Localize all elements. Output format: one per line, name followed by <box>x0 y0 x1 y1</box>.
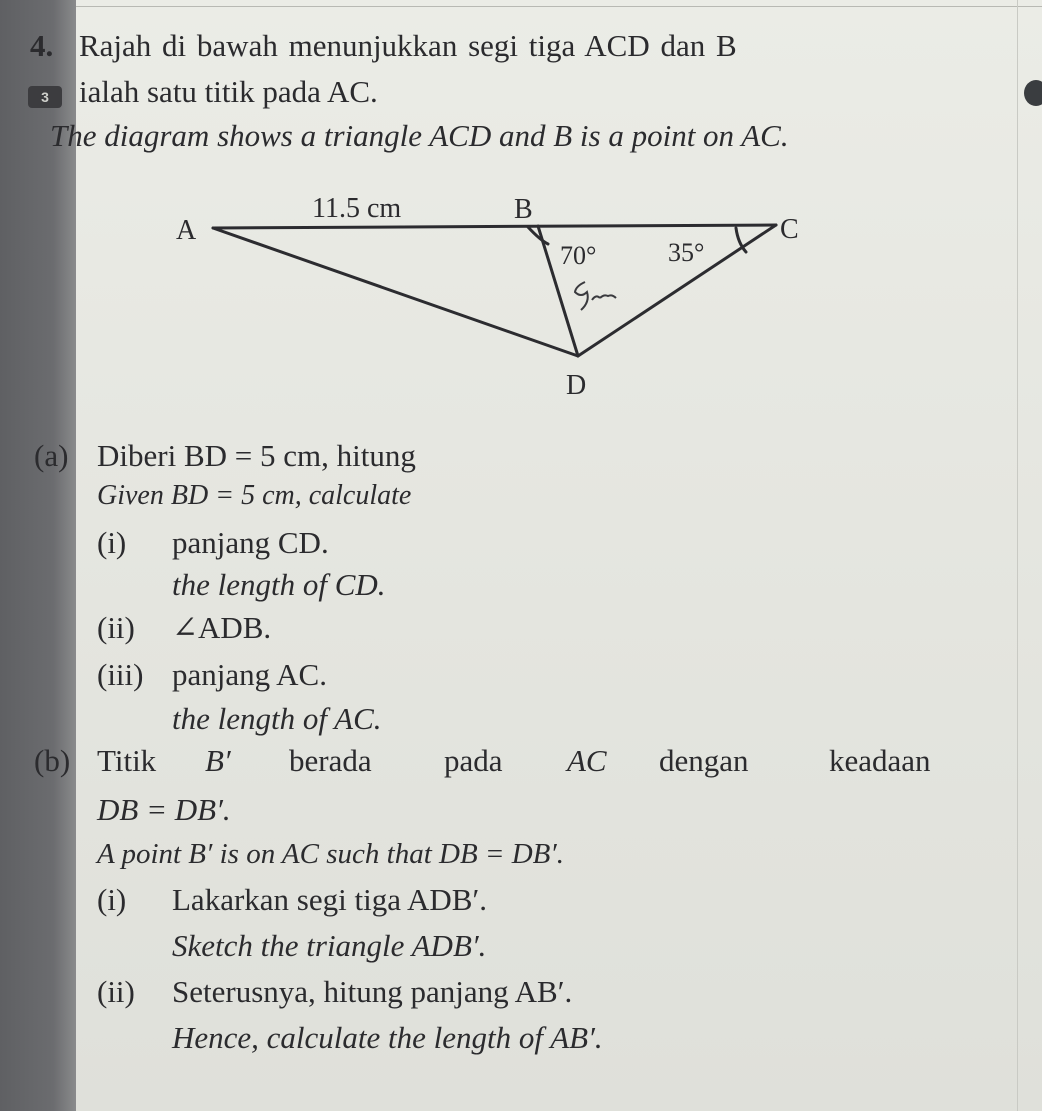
part-b-malay-line2: DB = DB′. <box>97 792 231 827</box>
part-a-english: Given BD = 5 cm, calculate <box>97 480 412 511</box>
part-b-english: A point B′ is on AC such that DB = DB′. <box>97 838 564 870</box>
part-b-word-6: dengan <box>659 743 749 778</box>
part-a-i-english: the length of CD. <box>172 567 386 602</box>
part-a-ii-malay: ∠ADB. <box>172 610 272 645</box>
vertex-label-A: A <box>176 215 197 246</box>
vertex-label-D: D <box>566 370 587 401</box>
vertex-label-B: B <box>514 194 533 225</box>
part-b-ii-english: Hence, calculate the length of AB′. <box>172 1020 603 1055</box>
part-a-i-malay: panjang CD. <box>172 525 329 560</box>
part-a-label: (a) <box>34 438 69 473</box>
part-b-ii-number: (ii) <box>97 974 135 1009</box>
part-b-i-malay: Lakarkan segi tiga ADB′. <box>172 882 487 917</box>
part-a-iii-malay: panjang AC. <box>172 657 327 692</box>
angle-label-C: 35° <box>668 238 705 267</box>
part-a-i-number: (i) <box>97 525 127 560</box>
part-b-word-5: AC <box>567 743 607 778</box>
vertex-label-C: C <box>780 214 799 245</box>
question-marker-badge: 3 <box>28 86 62 108</box>
intro-malay-line2: ialah satu titik pada AC. <box>79 74 378 109</box>
intro-malay-line1: Rajah di bawah menunjukkan segi tiga ACD dan B <box>79 28 737 63</box>
part-b-word-3: berada <box>289 743 372 778</box>
part-b-word-2: B′ <box>205 743 231 778</box>
handwritten-5cm <box>575 282 616 310</box>
length-label-AB: 11.5 cm <box>312 193 402 224</box>
part-b-label: (b) <box>34 743 71 778</box>
part-b-ii-malay: Seterusnya, hitung panjang AB′. <box>172 974 573 1009</box>
part-b-i-english: Sketch the triangle ADB′. <box>172 928 487 963</box>
part-a-malay: Diberi BD = 5 cm, hitung <box>97 438 416 473</box>
part-a-ii-number: (ii) <box>97 610 135 645</box>
part-b-word-7: keadaan <box>829 743 931 778</box>
part-b-word-1: Titik <box>97 743 157 778</box>
part-b-word-4: pada <box>444 743 503 778</box>
part-a-iii-english: the length of AC. <box>172 701 382 736</box>
side-AD <box>213 228 578 356</box>
question-number: 4. <box>30 28 54 63</box>
intro-english: The diagram shows a triangle ACD and B is a point on AC. <box>50 118 789 153</box>
side-AC <box>213 225 776 228</box>
part-a-iii-number: (iii) <box>97 657 144 692</box>
part-b-i-number: (i) <box>97 882 127 917</box>
angle-label-B: 70° <box>560 241 597 270</box>
